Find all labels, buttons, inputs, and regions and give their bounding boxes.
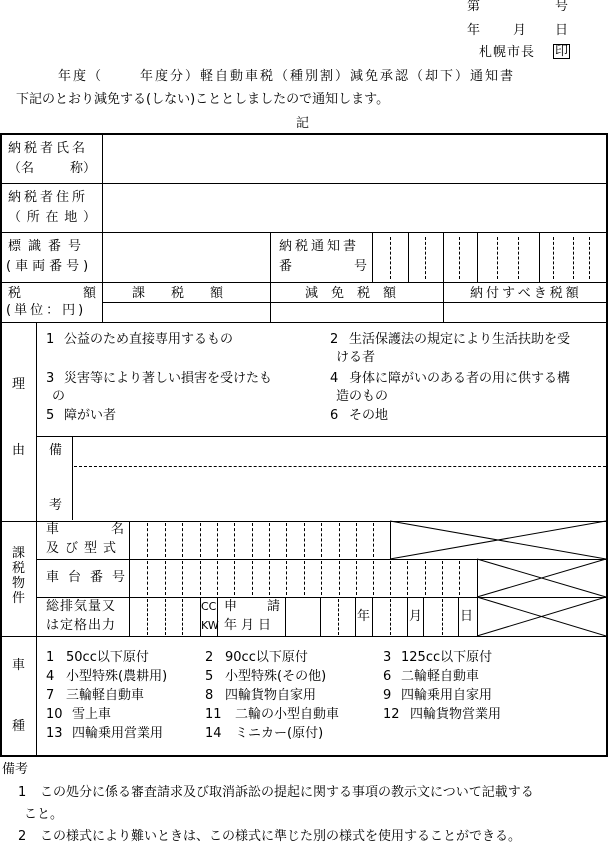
reason-side-label-bottom: 由 xyxy=(12,443,28,458)
vehicle-type-number: 8 xyxy=(205,688,214,703)
displacement-void-mark xyxy=(477,597,606,636)
vehicle-type-number: 9 xyxy=(383,688,392,703)
vehicle-name-field[interactable] xyxy=(130,522,389,558)
vehicle-type-number: 2 xyxy=(205,650,214,665)
remarks-field[interactable] xyxy=(74,438,604,518)
vehicle-type-number: 7 xyxy=(46,688,55,703)
vehicle-type-number: 14 xyxy=(205,726,222,741)
vehicle-type-label: 小型特殊(農耕用) xyxy=(66,669,168,684)
application-date-field[interactable] xyxy=(286,598,476,635)
vehicle-type-number: 10 xyxy=(46,707,63,722)
vehicle-type-label: ミニカー(原付) xyxy=(235,726,324,741)
vehicle-type-label: 四輪貨物自家用 xyxy=(225,688,317,703)
plate-number-field[interactable] xyxy=(104,233,269,281)
vehicle-type-number: 1 xyxy=(46,650,55,665)
payable-tax-header: 納付すべき税額 xyxy=(470,286,582,301)
vehicle-type-label: 四輪乗用営業用 xyxy=(72,726,164,741)
year-label: 年 xyxy=(357,609,371,624)
displacement-label: 総排気量又 xyxy=(46,599,117,614)
vehicle-name-void-mark xyxy=(390,521,606,559)
chassis-void-mark xyxy=(477,559,606,597)
issuer: 札幌市長 xyxy=(479,45,536,60)
taxpayer-name-sublabel: （ 名 称 ） xyxy=(8,161,96,176)
vehicle-type-label: 二輪軽自動車 xyxy=(401,669,480,684)
vehicle-type-number: 11 xyxy=(205,707,222,722)
document-title: 年度分）軽自動車税（種別割）減免承認（却下）通知書 xyxy=(140,69,516,84)
ki-label: 記 xyxy=(296,116,310,131)
vehicle-model-label: 及び型式 xyxy=(46,541,123,556)
vehicle-type-number: 3 xyxy=(383,650,392,665)
note-2-number: 2 xyxy=(18,829,27,844)
vehicle-type-number: 13 xyxy=(46,726,63,741)
note-1-text: この処分に係る審査請求及び取消訴訟の提起に関する事項の教示文について記載する xyxy=(40,785,534,800)
notes-title: 備考 xyxy=(2,762,29,777)
title-year: 年度（ xyxy=(58,69,104,84)
vehicle-type-side-top: 車 xyxy=(12,658,28,673)
vehicle-type-number: 6 xyxy=(383,669,392,684)
vehicle-type-label: 90cc以下原付 xyxy=(225,650,308,665)
application-date-label: 申 請 xyxy=(224,599,280,614)
chassis-number-field[interactable] xyxy=(130,560,476,596)
vehicle-type-side-bottom: 種 xyxy=(12,719,28,734)
vehicle-type-label: 50cc以下原付 xyxy=(66,650,149,665)
date-year: 年 xyxy=(467,23,481,38)
note-1-cont: こと。 xyxy=(24,807,64,822)
unit-kw: KW xyxy=(201,619,219,632)
taxpayer-address-label: 納税者住所 xyxy=(8,190,89,205)
vehicle-type-label: 雪上車 xyxy=(72,707,112,722)
taxpayer-name-label: 納税者氏名 xyxy=(8,141,89,156)
plate-sublabel: (車両番号) xyxy=(6,259,93,274)
month-label: 月 xyxy=(409,609,423,624)
taxpayer-address-field[interactable] xyxy=(104,184,604,231)
remarks-label-bottom: 考 xyxy=(49,498,65,513)
taxpayer-name-field[interactable] xyxy=(104,135,604,182)
vehicle-type-label: 三輪軽自動車 xyxy=(66,688,145,703)
remarks-label-top: 備 xyxy=(49,443,65,458)
unit-cc: CC xyxy=(201,600,217,613)
date-day: 日 xyxy=(555,23,569,38)
displacement-field[interactable] xyxy=(130,598,199,635)
date-month: 月 xyxy=(513,23,527,38)
vehicle-name-label: 車 名 xyxy=(46,522,124,537)
intro-text: 下記のとおり減免する(しない)こととしましたので通知します。 xyxy=(16,92,390,107)
plate-label: 標識番号 xyxy=(8,239,89,254)
assessed-tax-header: 課 税 額 xyxy=(132,286,224,301)
notice-number-label: 納税通知書 xyxy=(279,239,360,254)
vehicle-type-number: 12 xyxy=(383,707,400,722)
chassis-number-label: 車台番号 xyxy=(46,570,135,585)
vehicle-type-label: 四輪貨物営業用 xyxy=(410,707,502,722)
reduced-tax-field[interactable] xyxy=(272,303,442,321)
vehicle-type-number: 5 xyxy=(205,669,214,684)
vehicle-type-label: 二輪の小型自動車 xyxy=(235,707,340,722)
assessed-tax-field[interactable] xyxy=(104,303,269,321)
tax-unit-label: (単位：円) xyxy=(6,303,87,318)
notice-number-sublabel: 番 号 xyxy=(279,259,367,274)
vehicle-type-label: 小型特殊(その他) xyxy=(225,669,327,684)
note-1-number: 1 xyxy=(18,785,27,800)
day-label: 日 xyxy=(460,609,474,624)
notice-number-field[interactable] xyxy=(373,233,606,281)
reason-side-label-top: 理 xyxy=(12,377,28,392)
rated-output-label: は定格出力 xyxy=(46,618,117,633)
number-suffix: 号 xyxy=(555,0,569,14)
reduced-tax-header: 減 免 税 額 xyxy=(305,286,397,301)
application-date-sublabel: 年月日 xyxy=(224,618,276,633)
note-2-text: この様式により難いときは、この様式に準じた別の様式を使用することができる。 xyxy=(40,829,522,844)
number-prefix: 第 xyxy=(467,0,481,14)
tax-label: 税 額 xyxy=(8,286,96,301)
payable-tax-field[interactable] xyxy=(445,303,605,321)
taxpayer-address-sublabel: （ 所 在 地 ） xyxy=(8,210,96,225)
vehicle-type-label: 125cc以下原付 xyxy=(401,650,493,665)
seal-mark: 印 xyxy=(555,44,569,59)
vehicle-type-number: 4 xyxy=(46,669,55,684)
vehicle-type-label: 四輪乗用自家用 xyxy=(401,688,493,703)
